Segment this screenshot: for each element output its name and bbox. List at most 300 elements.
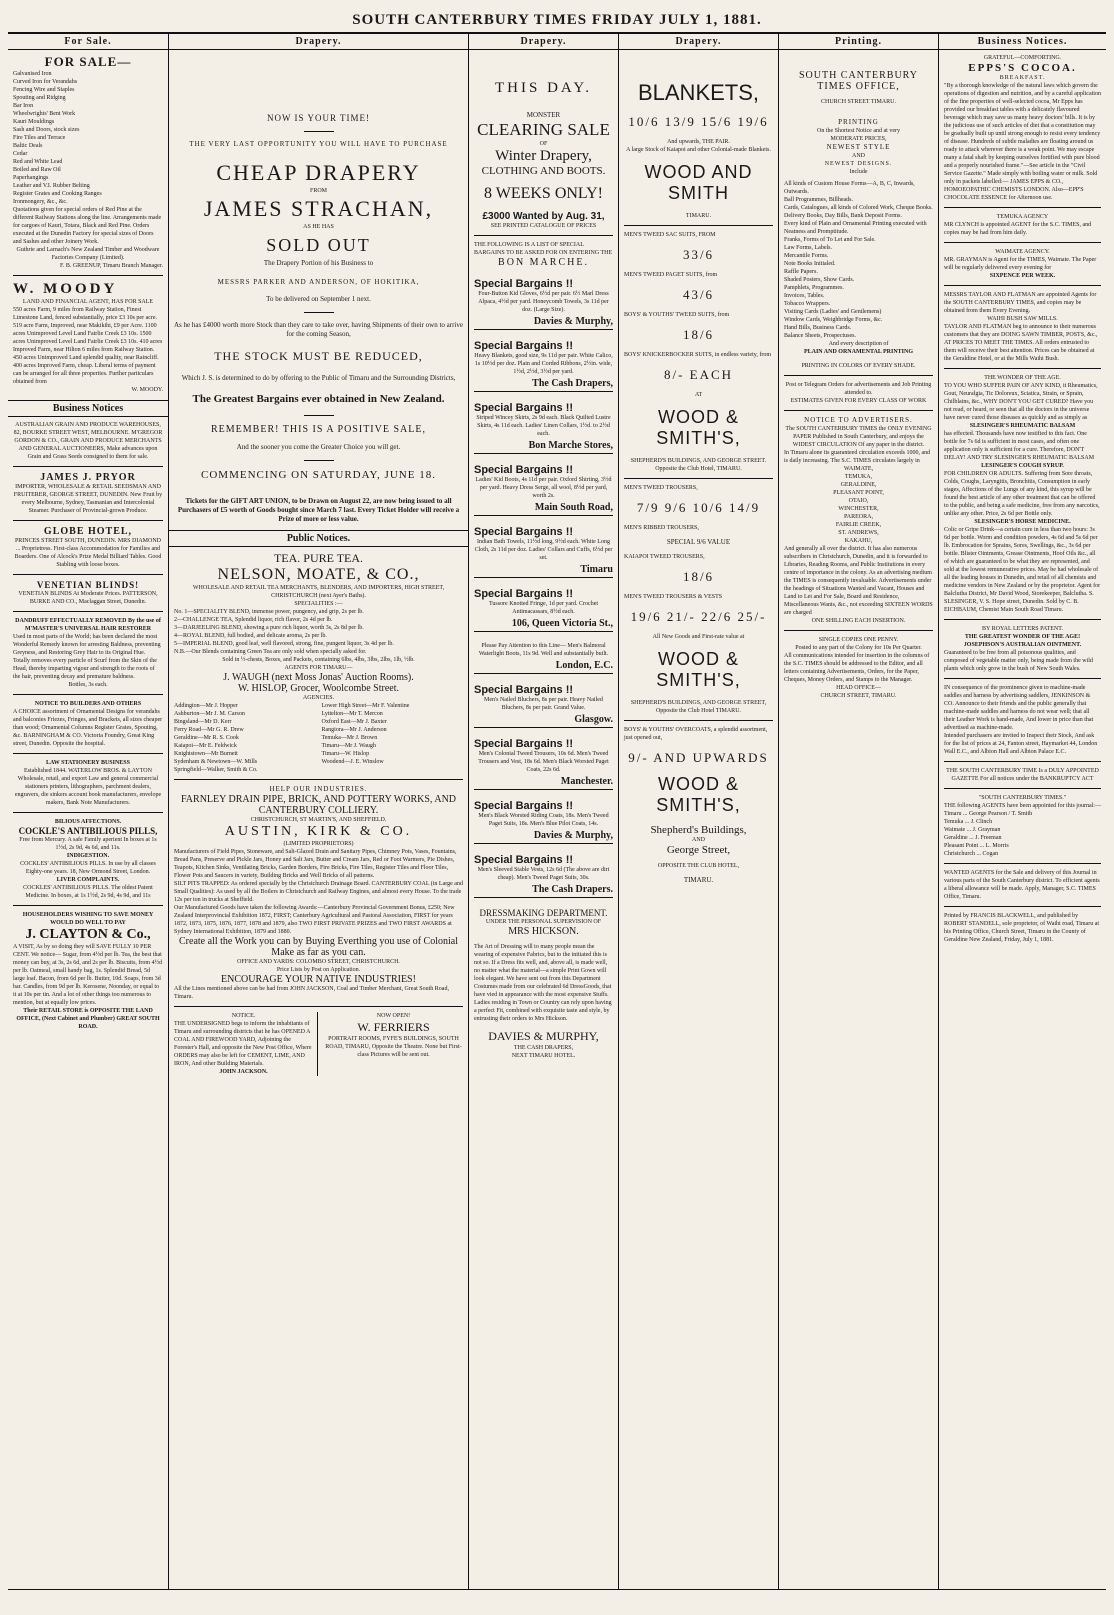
include-label: Include <box>849 169 868 175</box>
forsale-item: Register Grates and Cooking Ranges <box>13 191 102 197</box>
all-lines: All the Lines mentioned above can be had from JOHN JACKSON, Coal and Timber Merchant, Great South Road, Timaru. <box>174 986 449 1000</box>
divider <box>784 375 933 376</box>
pryor-text: IMPORTER, WHOLESALE & RETAIL SEEDSMAN AND FRUITERER, GEORGE STREET, DUNEDIN. New Fruit by every Melbourne, Sydney, Tasmanian and Intercolonial Steamer. Purchaser of Provincial-grown Produce. <box>13 484 163 514</box>
cockle-title: COCKLE'S ANTIBILIOUS PILLS, <box>18 826 158 836</box>
stock-worth: As he has £4000 worth more Stock than they care to take over, having Shipments of their own to arrive for the coming Season, <box>174 321 463 338</box>
bon-marche: BON MARCHE. <box>498 257 589 268</box>
dandruff-price: Bottles, 3s each. <box>68 682 108 688</box>
forsale-item: Baltic Deals <box>13 143 43 149</box>
tea-blend-item: 4—ROYAL BLEND, full bodied, and delicate aroma, 2s per lb. <box>174 633 327 639</box>
greatest-bargains: The Greatest Bargains ever obtained in New Zealand. <box>192 393 445 405</box>
church-street-2: CHURCH STREET, TIMARU. <box>820 693 897 699</box>
special-value: SPECIAL 9/6 VALUE <box>666 538 731 546</box>
church-street: CHURCH STREET TIMARU. <box>821 99 896 105</box>
bargain-title: Special Bargains !! <box>474 278 574 290</box>
column-drapery-davies <box>468 34 618 1589</box>
every-description: And every description of <box>828 341 889 347</box>
globe-hotel-title: GLOBE HOTEL, <box>43 526 133 537</box>
following-agents: THE following AGENTS have been appointed for this journal:— <box>944 803 1101 809</box>
forsale-item: Leather and V.I. Rubber Belting <box>13 183 90 189</box>
tea-blend-item: 3—DARJEELING BLEND, showing a pure rich liquor, worth 3s, 2s 8d per lb. <box>174 625 364 631</box>
printing-item: Window Cards, Weighbridge Forms, &c. <box>784 317 883 323</box>
bargain-text: Men's Nailed Bluchers, 8s per pair. Heavy Nailed Bluchers, 8s per pair. Grand Value. <box>484 697 603 711</box>
bargain-text: Tussore Knotted Fringe, 1d per yard. Crochet Antimacassars, 8½d each. <box>488 601 599 615</box>
bargain-text: Men's Black Worsted Riding Coats, 18s. Men's Tweed Paget Suits, 18s. Men's Blue Pilot Coats, 14s. <box>478 813 609 827</box>
upwards-pair: And upwards, THE PAIR. <box>667 139 730 145</box>
venetian-title: VENETIAN BLINDS! <box>36 580 140 590</box>
divider <box>944 285 1101 286</box>
intended-purchasers: Intended purchasers are invited to Inspect their Stock, And ask for the list of prices at 24, Fanton street, Haymarket 44, London Wall E.C., and Albion Hall and Albion Palace E.C. <box>944 733 1098 755</box>
now-your-time: NOW IS YOUR TIME! <box>266 113 371 123</box>
bargain-signature: Davies & Murphy, <box>474 830 613 844</box>
indigestion-text: COCKLES' ANTIBILIOUS PILLS. In use by all classes Eighty-one years. 18, New Ormond Street, London. <box>20 861 156 875</box>
circulation: In Timaru alone its guaranteed circulation exceeds 1000, and is daily increasing. The S.C. TIMES circulates largely in <box>784 450 931 464</box>
town-item: TEMUKA, <box>844 474 873 480</box>
notice-signature: JOHN JACKSON. <box>219 1069 268 1075</box>
agency-item: Bingsland—Mr D. Kerr <box>174 719 232 725</box>
tea-blend-item: 2—CHALLENGE TEA, Splendid liquor, rich flavor, 2s 4d per lb. <box>174 617 333 623</box>
winter-drapery: Winter Drapery, <box>495 148 592 164</box>
breakfast: BREAKFAST. <box>999 75 1046 81</box>
town-item: ST. ANDREWS, <box>838 530 879 536</box>
printing-item: All kinds of Custom House Forms—A, B, C, Inwards, Outwards. <box>784 181 915 195</box>
column-drapery-strachan <box>168 34 468 1589</box>
commencing: COMMENCING ON SATURDAY, JUNE 18. <box>201 469 436 481</box>
divider <box>174 779 463 780</box>
taylor-flatman: MESSRS TAYLOR AND FLATMAN are appointed Agents for the SOUTH CANTERBURY TIMES, and copies may be obtained from them Every Evening. <box>944 292 1097 314</box>
forsale-signature: Guthrie and Larnach's New Zealand Timber and Woodware Factories Company (Limited). <box>16 247 160 261</box>
bargain-title: Special Bargains !! <box>474 684 574 696</box>
one-shilling: ONE SHILLING EACH INSERTION. <box>811 618 906 624</box>
bargain-block <box>474 854 613 898</box>
overcoat-price: 9/- AND UPWARDS <box>628 750 769 765</box>
tea-pure-tea: TEA. PURE TEA. <box>273 551 364 565</box>
divider <box>624 720 773 721</box>
monster: MONSTER <box>526 111 561 119</box>
epps-cocoa: EPPS'S COCOA. <box>968 62 1077 74</box>
plain-ornamental: PLAIN AND ORNAMENTAL PRINTING <box>803 349 914 355</box>
agency-item: Temuka—Mr J. Brown <box>321 735 378 741</box>
agency-item: Timaru—Mr J. Waugh <box>321 743 376 749</box>
divider <box>13 466 163 467</box>
and-label: AND <box>852 153 865 159</box>
knicker-suits: BOYS' KNICKERBOCKER SUITS, in endless variety, from <box>624 352 772 358</box>
kaiapoi-trousers: KAIAPOI TWEED TROUSERS, <box>624 554 705 560</box>
only-evening-paper: The SOUTH CANTERBURY TIMES the ONLY EVENING PAPER Published in South Canterbury, and enjoys the WIDEST CIRCULATION Of any paper in the district. <box>785 426 932 448</box>
town-item: KAKAHU, <box>844 538 873 544</box>
column-business-notices <box>938 34 1106 1589</box>
posted: Posted to any part of the Colony for 10s Per Quarter. <box>795 645 922 651</box>
divider <box>944 207 1101 208</box>
cockle-text: Free from Mercury. A safe Family aperient In boxes at 1s 1½d, 2s 9d, 4s 6d, and 11s. <box>19 837 157 851</box>
builders-text: A CHOICE assortment of Ornamental Designs for verandahs and balconies Friezes, Fringes, and Brackets, all sizes cheaper than wood; Ornamental Columns Register Grates, Spouting, &c. BARNINGHAM & CO. Victoria Foundry, Great King street, Dunedin. Opposite the hospital. <box>13 709 163 747</box>
bargain-block <box>474 340 613 392</box>
waimate-agency: WAIMATE AGENCY. <box>995 249 1050 255</box>
which-js: Which J. S. is determined to do by offering to the Public of Timaru and the Surrounding Districts, <box>181 374 456 382</box>
nelson-sub: WHOLESALE AND RETAIL TEA MERCHANTS, BLENDERS, AND IMPORTERS, HIGH STREET, CHRISTCHURCH (next Ayer's Baths). <box>192 585 445 599</box>
bargain-block <box>474 588 613 632</box>
printing-items-list <box>784 180 933 340</box>
agency-grid <box>174 702 463 774</box>
george-street: George Street, <box>666 844 731 856</box>
bargain-text: Heavy Blankets, good size, 9s 11d per pair. White Calico, 1s 10½d per doz. Plain and Corded Ribbons, 2½in. wide, 1½d, 2½d, 3½d per yard. <box>474 353 613 375</box>
agency-item: Kaiapoi—Mr E. Feldwick <box>174 743 237 749</box>
agent-item: Christchurch ... Cogan <box>944 851 999 857</box>
horse-medicine: SLESINGER'S HORSE MEDICINE. <box>974 519 1071 525</box>
forsale-manager: F. B. GREENUP, Timaru Branch Manager. <box>59 263 163 269</box>
column-heading: Printing. <box>779 34 938 50</box>
indigestion-title: INDIGESTION. <box>66 853 110 859</box>
sct-title: "SOUTH CANTERBURY TIMES." <box>978 795 1067 801</box>
town-item: WINCHESTER, <box>838 506 879 512</box>
cough-text: FOR CHILDREN OR ADULTS. Suffering from Sore throats, Colds, Coughs, Laryngitis, Bronchitis, Consumption in early stages, Affections of the Lungs of any kind, this syrup will be found the best article of any other treatment that can be offered to the public, and being a safe medicine, free from any narcotics, unlike any other. Price, 2s 6d per Bottle only. <box>944 471 1100 517</box>
short-rule <box>304 131 334 132</box>
under-supervision: UNDER THE PERSONAL SUPERVISION OF <box>485 919 602 925</box>
sixpence: SIXPENCE PER WEEK. <box>989 273 1056 279</box>
divider <box>13 753 163 754</box>
austin-kirk: AUSTIN, KIRK & CO. <box>224 824 413 839</box>
sold-out: SOLD OUT <box>266 235 371 255</box>
agent-item: Temuka ... J. Clinch <box>944 819 993 825</box>
public-notices-heading: Public Notices. <box>169 530 468 547</box>
column-drapery-woodsmith <box>618 34 778 1589</box>
divider <box>474 235 613 236</box>
dandruff-title: DANDRUFF EFFECTUALLY REMOVED By the use of M'MASTER'S UNIVERSAL HAIR RESTORER <box>15 618 161 632</box>
law-title: LAW STATIONERY BUSINESS <box>46 760 130 766</box>
bargain-text: Men's Sleeved Stable Vests, 12s 6d (The above are dirt cheap). Men's Tweed Paget Suits, 30s. <box>477 867 610 881</box>
specialities: SPECIALITIES :— <box>294 601 343 607</box>
forsale-item: Fencing Wire and Staples <box>13 87 75 93</box>
forsale-item: Galvanised Iron <box>13 71 52 77</box>
divider <box>624 225 773 226</box>
notice-text: THE UNDERSIGNED begs to inform the inhabitants of Timaru and surrounding districts that he has OPENED A COAL AND FIREWOOD YARD, Adjoining the Forester's Hall, and opposite the New Post Office, Where ORDERS may also be left for CEMENT, LIME, AND IRON, And other Building Materials. <box>174 1021 312 1067</box>
forsale-item: Curved Iron for Verandahs <box>13 79 78 85</box>
next-timaru-hotel: NEXT TIMARU HOTEL. <box>511 1053 576 1059</box>
bargain-signature: Bon Marche Stores, <box>474 440 613 454</box>
notice-heading: NOTICE. <box>231 1013 256 1019</box>
tweed-trousers: MEN'S TWEED TROUSERS, <box>624 485 698 491</box>
agency-item <box>322 766 464 774</box>
following-list: THE FOLLOWING IS A LIST OF SPECIAL BARGAINS TO BE ASKED FOR ON ENTERING THE <box>474 242 613 256</box>
price-33-6: 33/6 <box>682 247 715 262</box>
waugh: J. WAUGH (next Moss Jonas' Auction Rooms). <box>223 672 414 683</box>
cheap-drapery: CHEAP DRAPERY <box>216 160 421 185</box>
opposite-club-3: OPPOSITE THE CLUB HOTEL, <box>657 863 740 869</box>
law-text: Established 1844. WATERLOW BROS. & LAYTON Wholesale, retail, and export Law and general commercial stationers printers, lithographers, parchment dealers, engravers, die sinkers account book manufacturers, envelope makers, Bank Note Manufacturers. <box>14 768 162 806</box>
moody-signature: W. MOODY. <box>131 387 163 393</box>
royal-letters: BY ROYAL LETTERS PATENT. <box>982 626 1063 632</box>
agency-item: Sydenham & Newtown—W. Mills <box>174 759 258 765</box>
agents-list <box>944 810 1101 858</box>
wood-smiths: WOOD & SMITH'S, <box>656 407 741 448</box>
stock-reduced: THE STOCK MUST BE REDUCED, <box>214 349 423 363</box>
price-8-each: 8/- EACH <box>663 367 734 382</box>
printing-item: Raffle Papers. <box>784 269 818 275</box>
ferriers-text: PORTRAIT ROOMS, FYFE'S BUILDINGS, SOUTH ROAD, TIMARU, Opposite the Theatre. None but First-class Pictures will be sent out. <box>325 1036 462 1058</box>
sac-suits: MEN'S TWEED SAC SUITS, FROM <box>624 232 716 238</box>
agency-item: Rangiora—Mr J. Anderson <box>321 727 387 733</box>
clothing-boots: CLOTHING AND BOOTS. <box>481 165 606 177</box>
ribbed-trousers: MEN'S RIBBED TROUSERS, <box>624 525 699 531</box>
agency-item: Addington—Mr J. Hopper <box>174 703 238 709</box>
silt-pits-text: SILT PITS TRAPPED: As ordered specially by the Christchurch Drainage Board. CANTERBURY COAL (in Large and Small Qualities): As used by all the Boilers in Christchurch and Railway Engines, and almost every House. To the trade 12s per ton in trucks at Sheffield. <box>174 881 463 903</box>
remember: REMEMBER! THIS IS A POSITIVE SALE, <box>211 424 426 435</box>
divider <box>944 863 1101 864</box>
bargain-title: Special Bargains !! <box>474 526 574 538</box>
forsale-item: Sash and Doors, stock sizes <box>13 127 80 133</box>
bargain-signature: London, E.C. <box>474 660 613 674</box>
head-office: HEAD OFFICE— <box>836 685 881 691</box>
divider <box>944 678 1101 679</box>
blanket-prices: 10/6 13/9 15/6 19/6 <box>628 114 769 129</box>
trousers-vests: MEN'S TWEED TROUSERS & VESTS <box>624 594 723 600</box>
town-item: OTAIO, <box>848 498 869 504</box>
farnley-location: CHRISTCHURCH, ST MARTIN'S, AND SHEFFIELD. <box>250 817 387 823</box>
see-catalogue: SEE PRINTED CATALOGUE OF PRICES <box>490 223 597 229</box>
forsale-item: Red and White Lead <box>13 159 63 165</box>
grateful: GRATEFUL—COMFORTING. <box>983 55 1062 61</box>
town-item: PAREORA, <box>844 514 873 520</box>
price-43-6: 43/6 <box>682 287 715 302</box>
price-lists: Price Lists by Post on Application. <box>276 967 361 973</box>
forsale-item: Ironmongery, &c., &c. <box>13 199 68 205</box>
delivered-date: To be delivered on September 1 next. <box>266 295 371 303</box>
boys-suits: BOYS' & YOUTHS' TWEED SUITS, from <box>624 312 730 318</box>
column-for-sale <box>8 34 168 1589</box>
grayman: MR. GRAYMAN is Agent for the TIMES, Waimate. The Paper will be regularly delivered every evening for <box>944 257 1097 271</box>
now-open: NOW OPEN! <box>376 1013 411 1019</box>
drapery-portion: The Drapery Portion of his Business to <box>263 259 374 267</box>
divider <box>13 574 163 575</box>
printing-label: PRINTING <box>838 118 879 126</box>
timaru: TIMARU. <box>685 213 712 219</box>
printing-item: Mercantile Forms. <box>784 253 829 259</box>
communications: All communications intended for insertion in the columns of the S.C. TIMES should be addressed to the Editor, and all letters containing Advertisements, Orders, for the Paper, Cheques, Money Orders, and Stamps to the Manager. <box>784 653 930 683</box>
shepherds-3: Shepherd's Buildings, <box>650 824 747 836</box>
bargain-text: Men's Colonial Tweed Trousers, 10s 6d. Men's Tweed Trousers and Vest, 18s 6d. Men's Black Worsted Paget Coats, 22s 6d. <box>478 751 609 773</box>
epps-text: "By a thorough knowledge of the natural laws which govern the operations of digestion and nutrition, and by a careful application of the fine properties of well-selected cocoa, Mr Epps has provided our breakfast tables with a delicately flavoured beverage which may save us many heavy doctors' bills. It is by the judicious use of such articles of diet that a constitution may be gradually built up until strong enough to resist every tendency of disease. Hundreds of subtle maladies are floating around us ready to attack wherever there is a weak point. We may escape many a fatal shaft by keeping ourselves fortified with pure blood and a properly nourished frame."—See article in the "Civil Service Gazette." Made simply with boiling water or milk. Sold only in packets labelled:— JAMES EPPS & CO., HOMOEOPATHIC CHEMISTS LONDON. Also—EPP'S CHOCOLATE ESSENCE for Afternoon use. <box>944 83 1101 201</box>
divider <box>944 368 1101 369</box>
bargain-title: Special Bargains !! <box>474 800 574 812</box>
bottom-notices <box>174 1012 463 1076</box>
manufacturers-text: Manufacturers of Field Pipes, Stoneware, and Salt-Glazed Drain and Sanitary Pipes, Chimney Pots, Vases, Fountains, Bread Pans, Preserve and Pickle Jars, Honey and Salt Jars, Butter and Cream Jars, Red or Foot Warmers, Pie Dishes, Teapots, Kitchen Sinks, Ventilating Bricks, Garden Borders, Fire Bricks, Fire Tiles, Register Tiles and Floor Tiles, Flower Pots and Saucers in variety, Building Bricks and Well Bricks of all patterns. <box>174 849 457 879</box>
forsale-items-list <box>13 70 163 206</box>
josephson: JOSEPHSON'S AUSTRALIAN OINTMENT. <box>963 642 1082 648</box>
bargain-text: Indian Bath Towels, 11½d long, 9½d each. White Long Cloth, 2s 11d per doz. Ladies' Collars and Cuffs, 6½d per set. <box>474 539 613 561</box>
bargain-signature: Davies & Murphy, <box>474 316 613 330</box>
forsale-item: Bar Iron <box>13 103 34 109</box>
moderate-prices: MODERATE PRICES, <box>830 136 887 142</box>
agency-item: Lyttelton—Mr T. Mercon <box>321 711 383 717</box>
forsale-item: Wheelwrights' Bent Work <box>13 111 76 117</box>
column-heading: Drapery. <box>469 34 618 50</box>
gazette-notice: THE SOUTH CANTERBURY TIME Is a DULY APPOINTED GAZETTE For all notices under the BANKRUPTCY ACT <box>946 768 1099 782</box>
waihi-saw-mills: WAIHI BUSH SAW MILLS. <box>987 316 1058 322</box>
agents-for-timaru: AGENTS FOR TIMARU— <box>284 665 353 671</box>
josephson-text: Guaranteed to be free from all poisonous qualities, and composed of vegetable matter only, being made from the wild plants which only grow in the bush of New South Wales. <box>944 650 1093 672</box>
wanted-amount: £3000 Wanted by Aug. 31, <box>482 211 605 222</box>
dandruff-text: Used in most parts of the World; has been declared the most Wonderful Remedy known for arresting Baldness, preventing Greyness, and Restoring Grey Hair to its Original Hue. Totally removes every particle of Scurf from the Skin of the Head, thereby imparting vigour and strength to the roots of the hair, preventing decay and premature baldness. <box>13 634 161 680</box>
divider <box>944 619 1101 620</box>
divider <box>13 905 163 906</box>
bargain-signature: Manchester. <box>474 776 613 790</box>
wood-and-smith: WOOD AND SMITH <box>644 162 753 203</box>
venetian-text: VENETIAN BLINDS At Moderate Prices. PATTERSON, BURKE AND CO., Maclaggan Street, Dunedin. <box>18 591 158 605</box>
horse-text: Colic or Gripe Drink—a certain cure in less than two hours: 3s 6d per bottle. Worm and condition powders, 4s 6d and 5s 6d per lb. Embrocation for Sprains, Sores, Swellings, &c., 3s 6d per bottle. Blister Ointments, Grease Ointments, Hoof Oils &c., all of which are guaranteed to be what they are represented, and sold at the lowest remunerative prices. May be had wholesale of all the leading houses in Dunedin, and retail of all chemists and medicine vendors in New Zealand or by the proprietor. Agent for Balclutha District, Mr David Wood, Storekeeper, Balclutha. S. SLESINGER, V. S. Hope street, Dunedin. Sold by C. B. EICHBAUM, Chemist Main South Road Timaru. <box>944 527 1101 613</box>
ferriers-notice <box>324 1012 463 1076</box>
wood-smiths-2: WOOD & SMITH'S, <box>656 649 741 690</box>
hislop: W. HISLOP, Grocer, Woolcombe Street. <box>238 683 399 694</box>
divider <box>944 761 1101 762</box>
bargain-text: Ladies' Kid Boots, 4s 11d per pair. Oxford Shirting, 3½d per yard. Heavy Dress Serge, all wool, 8½d per yard, worth 2s. <box>475 477 612 499</box>
bargain-block <box>474 464 613 516</box>
wonder-text: TO YOU WHO SUFFER PAIN OF ANY KIND, it Rheumatics, Gout, Neuralgia, Tic Doloreux, Sciatica, Strain, or Sprain, Chilblains, &c., WHY DON'T YOU GET CURED? Have you not read, or heard, or seen that all the doctors in the universe have never cured those diseases as quickly and as simply as <box>944 383 1098 421</box>
shepherds-buildings-2: SHEPHERD'S BUILDINGS, AND GEORGE STREET, Opposite the Club Hotel TIMARU. <box>630 700 767 714</box>
first-rate: All New Goods and First-rate value at <box>652 634 745 640</box>
forsale-item: Fire Tiles and Terrace <box>13 135 66 141</box>
agent-item: Geraldine ... J. Freeman <box>944 835 1002 841</box>
bargain-block <box>474 800 613 844</box>
mrs-hickson: MRS HICKSON. <box>508 926 579 937</box>
help-industries: HELP OUR INDUSTRIES. <box>269 785 368 793</box>
column-heading: Drapery. <box>169 34 468 50</box>
farnley-title: FARNLEY DRAIN PIPE, BRICK, AND POTTERY WORKS, AND CANTERBURY COLLIERY. <box>180 794 457 816</box>
nelson-moate: NELSON, MOATE, & CO., <box>217 566 420 583</box>
column-heading: For Sale. <box>8 34 168 50</box>
bargain-text: Four-Button Kid Gloves, 6½d per pair. 6½ Marl Dress Alpaca, 4½d per yard. Honeycomb Towels, 3s 11d per doz. (Large Size). <box>478 291 609 313</box>
divider <box>784 630 933 631</box>
printing-item: Invoices, Tables. <box>784 293 825 299</box>
gift-art-union: Tickets for the GIFT ART UNION, to be Drawn on August 22, are now being issued to all Purchasers of £5 worth of Goods bought since March 7 last. Every Ticket Holder will receive a Prize of more or less value. <box>177 497 460 523</box>
bargain-title: Special Bargains !! <box>474 588 574 600</box>
short-rule <box>304 312 334 313</box>
bargain-title: Special Bargains !! <box>474 854 574 866</box>
divider <box>944 242 1101 243</box>
forsale-text: Quotations given for special orders of Red Pine at the different Railway Stations along the line. Arrangements made for cargoes of Kauri, Totara, Black and Red Pine. Orders executed at the Dunedin Factory for special sizes of Doors and Sashes and other Joinery Work. <box>13 207 162 245</box>
agency-item: Oxford East—Mr J. Baxter <box>321 719 387 725</box>
divider <box>784 410 933 411</box>
bargain-signature: Timaru <box>474 564 613 578</box>
dressmaking: DRESSMAKING DEPARTMENT. <box>479 908 608 918</box>
divider <box>944 906 1101 907</box>
agency-item: Geraldine—Mr R. S. Cook <box>174 735 239 741</box>
clayton-title: J. CLAYTON & Co., <box>25 927 151 942</box>
divider <box>13 611 163 612</box>
printing-item: Pamphlets, Programmes. <box>784 285 844 291</box>
printing-item: Visiting Cards (Ladies' and Gentlemens) <box>784 309 882 315</box>
bargain-block <box>474 278 613 330</box>
of-label: OF <box>539 141 548 147</box>
divider <box>13 520 163 521</box>
tea-blends-list <box>174 608 463 648</box>
newest-style: NEWEST STYLE <box>826 143 891 151</box>
this-day: THIS DAY. <box>494 80 593 96</box>
agency-item: Woodend—J. E. Winslow <box>321 759 384 765</box>
bargain-block <box>474 526 613 578</box>
sold-in: Sold in ½-chests, Boxes, and Packets, containing 6lbs, 4lbs, 3lbs, 2lbs, 1lb, ½lb. <box>222 657 415 663</box>
bargain-block <box>474 402 613 454</box>
agent-item: Waimate ... J. Grayman <box>944 827 1001 833</box>
opposite-club: Opposite the Club Hotel, TIMARU. <box>655 466 742 472</box>
estimates: ESTIMATES GIVEN FOR EVERY CLASS OF WORK <box>790 398 927 404</box>
printing-item: Law Forms, Labels. <box>784 245 832 251</box>
parker-anderson: MESSRS PARKER AND ANDERSON, OF HOKITIKA, <box>217 278 420 286</box>
imprint: Printed by FRANCIS BLACKWELL, and published by ROBERT STANDELL, sole proprietor, of Waihi road, Timaru at his Printing Office, Church Street, Timaru in the County of Geraldine New Zealand, Friday, July 1, 1881. <box>944 913 1100 943</box>
notice-advertisers: NOTICE TO ADVERTISERS. <box>804 416 913 424</box>
printing-item: Balance Sheets, Prospectuses. <box>784 333 856 339</box>
short-rule <box>304 415 334 416</box>
bargain-block <box>474 684 613 728</box>
bargain-text: Striped Wincey Skirts, 2s 9d each. Black Quilted Lustre Skirts, 4s 11d each. Ladies' Linen Collars, 1½d. to 2½d each. <box>476 415 611 437</box>
printing-item: Hand Bills, Business Cards. <box>784 325 852 331</box>
printing-item: Cards, Catalogues, all kinds of Colored Work, Cheque Books. <box>784 205 933 211</box>
column-heading: Drapery. <box>619 34 778 50</box>
taylor-flatman-2: TAYLOR AND FLATMAN beg to announce to their numerous customers that they are DOING SAWN TIMBER, POSTS, &c., AT PRICES TO MEET THE TIMES. All orders entrusted to them will receive their best attention. Prices can be obtained at the Geraldine Hotel, or at the Mills Waihi Bush. <box>944 324 1098 362</box>
forsale-item: Cedar <box>13 151 28 157</box>
bargain-title: Special Bargains !! <box>474 464 574 476</box>
bargain-signature: Glasgow. <box>474 714 613 728</box>
agent-item: Timaru ... George Pearson / T. Smith <box>944 811 1033 817</box>
awards-text: Our Manufactured Goods have taken the following Awards:—Canterbury Provincial Government Bonus, £250; New Zealand Interprovincial Exhibition 1872, FIRST; Canterbury Agricultural and Pastoral Association, FIRST for years 1872, 1873, 1875, 1876, 1877, 1878 and 1879, also TWO FIRST PRIVATE PRIZES and TWO FIRST AWARDS at Sydney International Exhibition, 1879 and 1880. <box>174 905 455 935</box>
wonder-of-age: THE WONDER OF THE AGE. <box>984 375 1061 381</box>
bargain-block <box>474 642 613 674</box>
price-18-6: 18/6 <box>682 327 715 342</box>
town-item: PLEASANT POINT, <box>833 490 884 496</box>
shortest-notice: On the Shortest Notice and at very <box>817 128 900 134</box>
builders-title: NOTICE TO BUILDERS AND OTHERS <box>34 701 142 707</box>
davies-murphy: DAVIES & MURPHY, <box>488 1029 599 1043</box>
bargains-list <box>474 278 613 898</box>
agency-item: Knightstown—Mr Burnett <box>174 751 238 757</box>
agent-item: Pleasant Point ... L. Morris <box>944 843 1009 849</box>
wanted-agents: WANTED AGENTS for the Sale and delivery of this Journal in various parts of the South Canterbury district. To efficient agents a liberal allowance will be made. Apply, Manager, S.C. TIMES Office, Timaru. <box>944 870 1100 900</box>
at-label: AT <box>694 392 703 398</box>
householders-title: HOUSEHOLDERS WISHING TO SAVE MONEY WOULD DO WELL TO PAY <box>22 912 154 926</box>
agency-item: Lower High Street—Mr F. Valentine <box>321 703 410 709</box>
town-item: GERALDINE, <box>840 482 877 488</box>
wood-smiths-3: WOOD & SMITH'S, <box>656 774 741 815</box>
forsale-item: Kauri Mouldings <box>13 119 55 125</box>
divider <box>13 812 163 813</box>
tea-blend-item: No. 1—SPECIALITY BLEND, immense power, pungency, and grip, 2s per lb. <box>174 609 364 615</box>
newspaper-page <box>8 8 1106 1599</box>
globe-hotel-text: PRINCES STREET SOUTH, DUNEDIN. MRS DIAMOND ... Proprietress. First-class Accommodation for Families and Boarders. One of Alcock's Prize Medal Billiard Tables. Good Stabling with loose boxes. <box>14 538 162 568</box>
tea-blend-item: 5—IMPERIAL BLEND, good leaf, well flavored, strong, fine, pungent liquor, 3s 4d per lb. <box>174 641 394 647</box>
printing-item: Shaded Posters, Show Cards. <box>784 277 855 283</box>
green-tea-note: N.B.—Our Blends containing Green Tea are only sold when specially asked for. <box>174 649 367 655</box>
also-subscribers: And generally all over the district. It has also numerous subscribers in Christchurch, Dunedin, and it is forwarded to Libraries, Reading Rooms, and Public Institutions in every centre of importance in the colony. As an advertising medium the TIMES is consequently invaluable. Advertisements under the headings of Situations Wanted and Vacant, Houses and Land to Let and For Sale, Board and Residence, Miscellaneous Wants, &c., not exceeding SIXTEEN WORDS are charged <box>784 546 933 616</box>
divider <box>13 275 163 276</box>
colors-printing: PRINTING IN COLORS OF EVERY SHADE. <box>801 363 916 369</box>
divider <box>174 1006 463 1007</box>
bargain-title: Special Bargains !! <box>474 340 574 352</box>
printing-item: Note Books Initialed. <box>784 261 836 267</box>
business-notices-heading: Business Notices <box>8 400 168 417</box>
timaru-3: TIMARU. <box>683 876 714 884</box>
slesinger-text: has effected. Thousands have now testified to this fact. One bottle for 7s 6d is sufficient in most cases, and often one application only is sufficient for a cure. Therefore, DON'T DELAY! AND TRY SLESINGER'S RHEUMATIC BALSAM <box>944 431 1095 461</box>
agency-item: Springfield—Walker, Smith & Co. <box>174 767 258 773</box>
jenkinson: IN consequence of the prominence given to machine-made saddles and harness by advertising saddlers, JENKINSON & CO. Announce to their friends and the public generally that machine-made saddles and harness do not wear well; that all their Leather Work is hand-made, And lower in price than that advertised as machine-made. <box>944 685 1094 731</box>
from-label: FROM <box>309 188 327 194</box>
jackson-notice <box>174 1012 318 1076</box>
and-label: AND <box>692 837 705 843</box>
sct-office: SOUTH CANTERBURY TIMES OFFICE, <box>798 70 919 92</box>
agency-item: Ferry Road—Mr G. R. Drew <box>174 727 244 733</box>
printing-item: Ball Programmes, Billheads. <box>784 197 853 203</box>
cough-syrup: LESINGER'S COUGH SYRUP. <box>981 463 1064 469</box>
bilious-title: BILIOUS AFFECTIONS. <box>54 819 122 825</box>
liver-title: LIVER COMPLAINTS. <box>56 877 120 883</box>
